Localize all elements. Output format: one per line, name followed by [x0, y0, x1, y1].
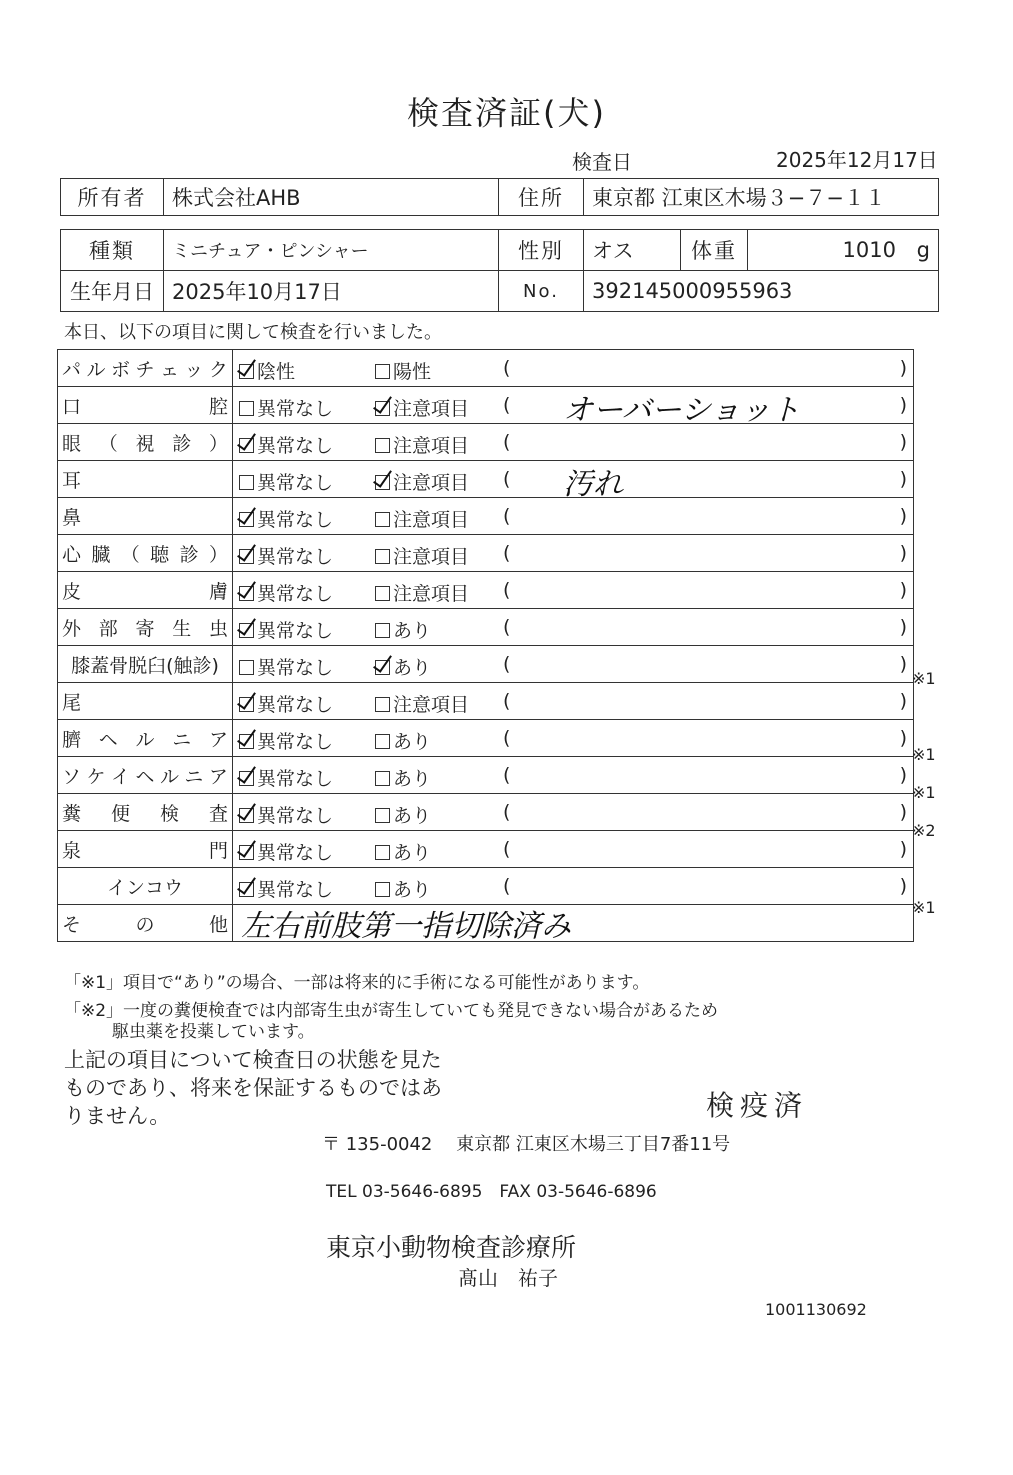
option-attention[interactable] — [375, 542, 469, 569]
check-item-text: 尾 — [62, 691, 82, 714]
check-options — [233, 757, 914, 794]
other-row — [58, 905, 914, 942]
check-item-label — [58, 720, 233, 757]
inspection-date-label: 検査日 — [572, 150, 632, 174]
close-paren: ) — [899, 505, 907, 527]
checkbox-icon[interactable] — [239, 512, 254, 527]
checkbox-icon[interactable] — [375, 882, 390, 897]
weight-value: 1010 — [842, 238, 896, 262]
breed-value: ミニチュア・ピンシャー — [164, 230, 499, 271]
check-options — [233, 350, 914, 387]
handwritten-note: オーバーショット — [563, 393, 801, 428]
owner-value: 株式会社AHB — [164, 179, 499, 216]
footnote-mark: ※1 — [912, 783, 936, 803]
owner-table — [60, 178, 939, 216]
checkbox-icon[interactable] — [375, 734, 390, 749]
breed-label: 種類 — [61, 230, 164, 271]
option-normal-label: 異常なし — [257, 398, 334, 420]
sex-value: オス — [584, 230, 681, 271]
option-attention-label: 注意項目 — [393, 435, 470, 457]
check-options — [233, 535, 914, 572]
open-paren: ( — [503, 690, 511, 712]
option-normal[interactable] — [239, 875, 333, 902]
animal-table — [60, 229, 939, 312]
option-normal[interactable] — [239, 838, 333, 865]
check-row — [58, 868, 914, 905]
check-options — [233, 424, 914, 461]
check-item-label — [58, 757, 233, 794]
close-paren: ) — [899, 616, 907, 638]
check-options — [233, 720, 914, 757]
address-value: 東京都 江東区木場３−７−１１ — [584, 179, 939, 216]
checkbox-icon[interactable] — [239, 549, 254, 564]
checkbox-icon[interactable] — [239, 623, 254, 638]
check-row — [58, 646, 914, 683]
address-label: 住所 — [499, 179, 584, 216]
check-row — [58, 461, 914, 498]
close-paren: ) — [899, 690, 907, 712]
check-options — [233, 387, 914, 428]
check-item-text: ソ ケ イ ヘ ル ニ ア — [62, 765, 228, 788]
option-normal[interactable] — [239, 653, 333, 680]
option-attention-label: 注意項目 — [393, 694, 470, 716]
check-item-label — [58, 794, 233, 831]
open-paren: ( — [503, 653, 511, 675]
option-normal-label: 異常なし — [257, 805, 334, 827]
checkbox-icon[interactable] — [239, 364, 254, 379]
close-paren: ) — [899, 653, 907, 675]
option-attention-label: 注意項目 — [393, 546, 470, 568]
checkbox-icon[interactable] — [239, 734, 254, 749]
option-normal[interactable] — [239, 505, 333, 532]
veterinarian-name: 髙山 祐子 — [458, 1266, 558, 1290]
option-attention[interactable] — [375, 653, 431, 680]
check-item-label — [58, 350, 233, 387]
clinic-name: 東京小動物検査診療所 — [326, 1233, 577, 1262]
checkbox-icon[interactable] — [239, 475, 254, 490]
check-row — [58, 350, 914, 387]
open-paren: ( — [503, 542, 511, 564]
option-attention[interactable] — [375, 801, 431, 828]
clinic-address: 〒 135-0042 東京都 江東区木場三丁目7番11号 — [322, 1134, 731, 1155]
checkbox-icon[interactable] — [375, 401, 390, 416]
check-options — [233, 646, 914, 683]
option-normal[interactable] — [239, 542, 333, 569]
close-paren: ) — [899, 579, 907, 601]
close-paren: ) — [899, 468, 907, 490]
birthdate-label: 生年月日 — [61, 271, 164, 312]
weight-label: 体重 — [681, 230, 748, 271]
check-options — [233, 868, 914, 905]
check-item-label — [58, 535, 233, 572]
option-attention-label: あり — [393, 842, 432, 864]
check-options — [233, 498, 914, 535]
check-options — [233, 461, 914, 502]
check-row — [58, 720, 914, 757]
option-attention[interactable] — [375, 357, 431, 384]
serial-number: 1001130692 — [765, 1300, 867, 1319]
close-paren: ) — [899, 838, 907, 860]
option-normal[interactable] — [239, 690, 333, 717]
weight-unit: g — [916, 238, 930, 262]
option-normal[interactable] — [239, 394, 333, 421]
checkbox-icon[interactable] — [375, 660, 390, 675]
check-row — [58, 609, 914, 646]
check-item-label — [58, 646, 233, 683]
owner-label: 所有者 — [61, 179, 164, 216]
open-paren: ( — [503, 468, 511, 490]
checkbox-icon[interactable] — [375, 771, 390, 786]
option-attention-label: 注意項目 — [393, 398, 470, 420]
check-options — [233, 609, 914, 646]
check-item-label — [58, 424, 233, 461]
checkbox-icon[interactable] — [239, 438, 254, 453]
sex-label: 性別 — [499, 230, 584, 271]
clinic-phone: TEL 03-5646-6895 FAX 03-5646-6896 — [326, 1182, 657, 1202]
open-paren: ( — [503, 357, 511, 379]
checkbox-icon[interactable] — [375, 549, 390, 564]
close-paren: ) — [899, 542, 907, 564]
check-item-text: 泉 門 — [62, 839, 228, 862]
option-attention-label: あり — [393, 879, 432, 901]
page-title: 検査済証(犬) — [407, 94, 606, 132]
open-paren: ( — [503, 875, 511, 897]
other-value-cell — [233, 905, 914, 942]
option-attention-label: あり — [393, 620, 432, 642]
option-attention[interactable] — [375, 505, 469, 532]
checkbox-icon[interactable] — [239, 401, 254, 416]
quarantine-stamp: 検疫済 — [706, 1089, 809, 1122]
footnote-1: 「※1」項目で“あり”の場合、一部は将来的に手術になる可能性があります。 — [64, 973, 650, 993]
check-item-text: 鼻 — [62, 506, 82, 529]
option-normal-label: 異常なし — [257, 694, 334, 716]
checkbox-icon[interactable] — [375, 512, 390, 527]
checkbox-icon[interactable] — [375, 438, 390, 453]
check-item-label — [58, 572, 233, 609]
checkbox-icon[interactable] — [239, 586, 254, 601]
option-attention[interactable] — [375, 764, 431, 791]
option-attention-label: あり — [393, 731, 432, 753]
checkbox-icon[interactable] — [239, 808, 254, 823]
check-item-text: 臍 ヘ ル ニ ア — [62, 728, 228, 751]
footnote-mark: ※2 — [912, 821, 936, 841]
open-paren: ( — [503, 838, 511, 860]
option-attention-label: あり — [393, 805, 432, 827]
option-normal[interactable] — [239, 764, 333, 791]
option-normal[interactable] — [239, 727, 333, 754]
option-normal-label: 異常なし — [257, 509, 334, 531]
open-paren: ( — [503, 394, 511, 416]
option-normal[interactable] — [239, 357, 295, 384]
open-paren: ( — [503, 431, 511, 453]
option-attention-label: あり — [393, 657, 432, 679]
check-item-label — [58, 868, 233, 905]
check-item-label — [58, 683, 233, 720]
number-value: 392145000955963 — [584, 271, 939, 312]
option-attention-label: あり — [393, 768, 432, 790]
check-options — [233, 794, 914, 831]
check-row — [58, 794, 914, 831]
check-item-label — [58, 831, 233, 868]
check-item-text: インコウ — [106, 876, 183, 899]
check-item-label — [58, 461, 233, 498]
check-item-text: 膝蓋骨脱臼(触診) — [71, 654, 219, 677]
check-row — [58, 572, 914, 609]
option-attention-label: 陽性 — [393, 361, 432, 383]
option-normal-label: 異常なし — [257, 842, 334, 864]
close-paren: ) — [899, 394, 907, 416]
option-attention[interactable] — [375, 431, 469, 458]
checkbox-icon[interactable] — [375, 364, 390, 379]
open-paren: ( — [503, 616, 511, 638]
checkbox-icon[interactable] — [239, 771, 254, 786]
option-attention-label: 注意項目 — [393, 509, 470, 531]
option-normal-label: 異常なし — [257, 731, 334, 753]
check-item-text: パ ル ボ チ ェ ッ ク — [62, 358, 228, 381]
check-options — [233, 572, 914, 609]
check-item-text: 耳 — [62, 469, 82, 492]
option-normal[interactable] — [239, 801, 333, 828]
option-normal-label: 異常なし — [257, 768, 334, 790]
close-paren: ) — [899, 764, 907, 786]
checkbox-icon[interactable] — [375, 808, 390, 823]
checkbox-icon[interactable] — [239, 660, 254, 675]
check-item-text: 糞 便 検 査 — [62, 802, 228, 825]
open-paren: ( — [503, 727, 511, 749]
option-normal-label: 異常なし — [257, 435, 334, 457]
check-item-text: 皮 膚 — [62, 580, 228, 603]
option-attention[interactable] — [375, 616, 431, 643]
checkbox-icon[interactable] — [375, 586, 390, 601]
checkbox-icon[interactable] — [375, 475, 390, 490]
option-attention[interactable] — [375, 727, 431, 754]
check-row — [58, 387, 914, 424]
close-paren: ) — [899, 727, 907, 749]
birthdate-value: 2025年10月17日 — [164, 271, 499, 312]
check-item-label — [58, 498, 233, 535]
other-label-cell — [58, 905, 233, 942]
option-attention[interactable] — [375, 690, 469, 717]
check-row — [58, 535, 914, 572]
close-paren: ) — [899, 875, 907, 897]
option-normal[interactable] — [239, 579, 333, 606]
checkbox-icon[interactable] — [375, 697, 390, 712]
check-item-label — [58, 387, 233, 424]
number-label: No. — [499, 271, 584, 312]
option-attention-label: 注意項目 — [393, 472, 470, 494]
check-row — [58, 683, 914, 720]
disclaimer-statement: 上記の項目について検査日の状態を見たものであり、将来を保証するものではありません。 — [64, 1048, 442, 1128]
other-label: そ の 他 — [62, 913, 228, 936]
footnote-mark: ※1 — [912, 668, 936, 688]
close-paren: ) — [899, 357, 907, 379]
open-paren: ( — [503, 579, 511, 601]
option-normal[interactable] — [239, 431, 333, 458]
footnote-2-line1: 「※2」一度の糞便検査では内部寄生虫が寄生していても発見できない場合があるため — [64, 1001, 719, 1021]
option-attention[interactable] — [375, 394, 469, 421]
option-attention[interactable] — [375, 838, 431, 865]
option-normal[interactable] — [239, 468, 333, 495]
check-options — [233, 683, 914, 720]
checkbox-icon[interactable] — [375, 845, 390, 860]
option-normal-label: 異常なし — [257, 879, 334, 901]
notice-text: 本日、以下の項目に関して検査を行いました。 — [64, 322, 442, 343]
option-normal-label: 異常なし — [257, 620, 334, 642]
checkbox-icon[interactable] — [239, 882, 254, 897]
footnote-mark: ※1 — [912, 745, 936, 764]
check-item-text: 心 臓 （ 聴 診 ） — [62, 543, 228, 566]
option-normal-label: 異常なし — [257, 546, 334, 568]
handwritten-note: 汚れ — [563, 467, 623, 502]
check-row — [58, 831, 914, 868]
check-row — [58, 424, 914, 461]
close-paren: ) — [899, 431, 907, 453]
option-attention[interactable] — [375, 875, 431, 902]
checkbox-icon[interactable] — [239, 697, 254, 712]
open-paren: ( — [503, 764, 511, 786]
checkbox-icon[interactable] — [375, 623, 390, 638]
option-normal-label: 陰性 — [257, 361, 296, 383]
check-item-text: 外 部 寄 生 虫 — [62, 617, 228, 640]
check-item-text: 口 腔 — [62, 395, 228, 418]
option-attention[interactable] — [375, 468, 469, 495]
option-normal-label: 異常なし — [257, 583, 334, 605]
footnote-2-line2: 駆虫薬を投薬しています。 — [112, 1022, 315, 1042]
open-paren: ( — [503, 505, 511, 527]
check-item-text: 眼 （ 視 診 ） — [62, 432, 228, 455]
check-options — [233, 831, 914, 868]
close-paren: ) — [899, 801, 907, 823]
check-row — [58, 757, 914, 794]
option-normal[interactable] — [239, 616, 333, 643]
check-row — [58, 498, 914, 535]
option-normal-label: 異常なし — [257, 472, 334, 494]
option-attention[interactable] — [375, 579, 469, 606]
inspection-date-value: 2025年12月17日 — [776, 148, 938, 172]
open-paren: ( — [503, 801, 511, 823]
other-handwritten: 左右前肢第一指切除済み — [241, 909, 571, 944]
option-attention-label: 注意項目 — [393, 583, 470, 605]
checks-table — [57, 349, 914, 942]
option-normal-label: 異常なし — [257, 657, 334, 679]
check-item-label — [58, 609, 233, 646]
footnote-mark: ※1 — [912, 897, 936, 917]
checkbox-icon[interactable] — [239, 845, 254, 860]
